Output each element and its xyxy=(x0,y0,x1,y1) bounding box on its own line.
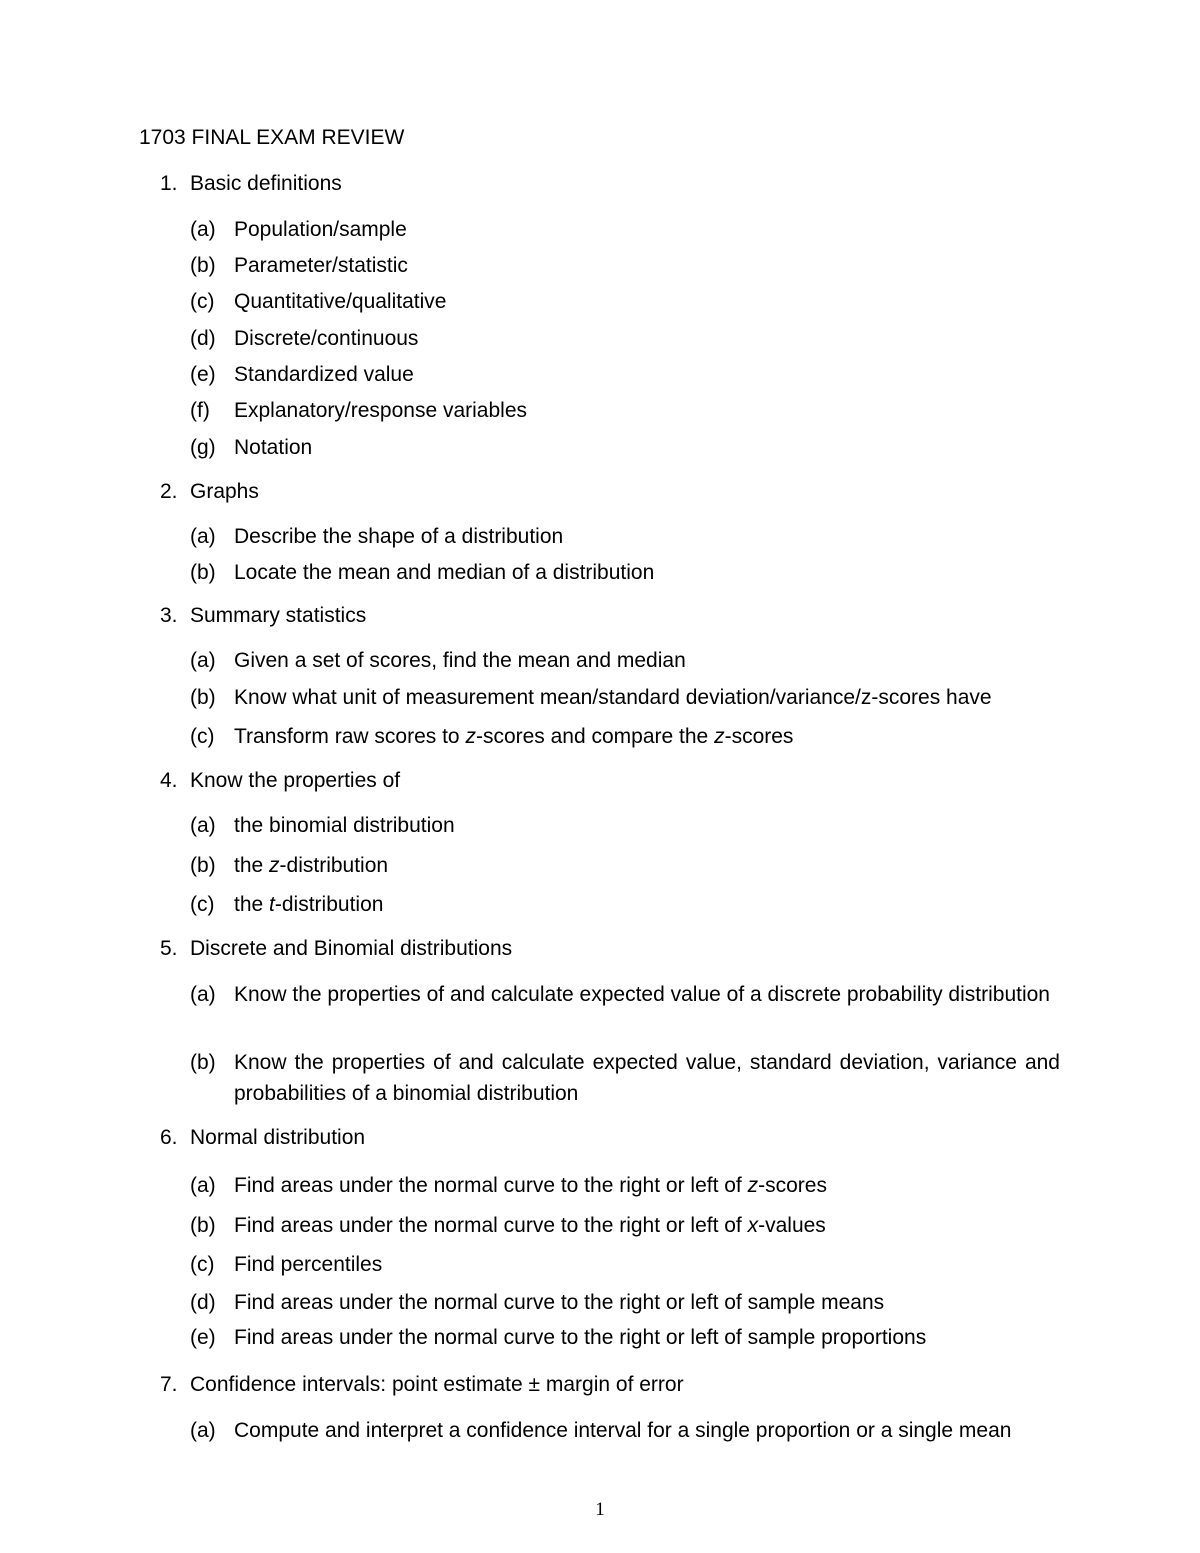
section-heading xyxy=(160,935,512,963)
list-item xyxy=(190,850,1060,881)
section-heading xyxy=(160,767,400,795)
item-text: Find areas under the normal curve to the right or left of x-values xyxy=(234,1214,826,1237)
item-label: (d) xyxy=(190,327,216,350)
item-text: Given a set of scores, find the mean and median xyxy=(234,649,686,672)
item-label: (e) xyxy=(190,363,216,386)
item-label: (d) xyxy=(190,1291,216,1314)
item-label: (a) xyxy=(190,649,216,672)
item-label: (c) xyxy=(190,290,215,313)
list-item xyxy=(190,810,1060,841)
section-heading xyxy=(160,602,366,630)
list-item xyxy=(190,1210,1060,1241)
item-label: (c) xyxy=(190,1253,215,1276)
item-text: Find areas under the normal curve to the right or left of sample proportions xyxy=(234,1326,927,1349)
item-label: (b) xyxy=(190,561,216,584)
section-heading xyxy=(160,1124,365,1152)
list-item xyxy=(190,979,1060,1010)
section-heading xyxy=(160,170,342,198)
item-text: Compute and interpret a confidence interval for a single proportion or a single mean xyxy=(234,1419,1012,1442)
item-text: Find percentiles xyxy=(234,1253,383,1276)
item-label: (a) xyxy=(190,525,216,548)
item-text: Know the properties of and calculate expected value of a discrete probability distribution xyxy=(234,983,1050,1006)
list-item xyxy=(190,1249,1060,1280)
item-label: (c) xyxy=(190,893,215,916)
item-text: the t-distribution xyxy=(234,893,384,916)
item-label: (a) xyxy=(190,983,216,1006)
list-item xyxy=(190,359,1060,390)
item-label: (b) xyxy=(190,1214,216,1237)
item-label: (f) xyxy=(190,399,210,422)
item-text: the binomial distribution xyxy=(234,814,455,837)
item-label: (a) xyxy=(190,814,216,837)
list-item xyxy=(190,1047,1060,1109)
item-label: (g) xyxy=(190,436,216,459)
item-label: (e) xyxy=(190,1326,216,1349)
item-text: Locate the mean and median of a distribution xyxy=(234,561,655,584)
list-item xyxy=(190,721,1060,752)
list-item xyxy=(190,214,1060,245)
item-text: Notation xyxy=(234,436,313,459)
section-title: Confidence intervals: point estimate ± margin of error xyxy=(190,1373,684,1396)
document-title: 1703 FINAL EXAM REVIEW xyxy=(139,126,405,149)
section-title: Summary statistics xyxy=(190,604,367,627)
list-item xyxy=(190,557,1060,588)
list-item xyxy=(190,521,1060,552)
list-item xyxy=(190,645,1060,676)
list-item xyxy=(190,1322,1060,1353)
section-heading xyxy=(160,1371,684,1399)
section-title: Graphs xyxy=(190,480,259,503)
section-number: 6. xyxy=(160,1126,178,1149)
section-title: Normal distribution xyxy=(190,1126,366,1149)
list-item xyxy=(190,432,1060,463)
section-title: Basic definitions xyxy=(190,172,342,195)
item-text: Know the properties of and calculate expected value, standard deviation, variance and probabilities of a binomial distribution xyxy=(234,1051,1060,1105)
item-label: (b) xyxy=(190,854,216,877)
item-text: the z-distribution xyxy=(234,854,389,877)
item-text: Standardized value xyxy=(234,363,414,386)
item-text: Quantitative/qualitative xyxy=(234,290,447,313)
list-item xyxy=(190,250,1060,281)
list-item xyxy=(190,323,1060,354)
list-item xyxy=(190,395,1060,426)
page-number: 1 xyxy=(595,1499,605,1520)
list-item xyxy=(190,1170,1060,1201)
item-text: Find areas under the normal curve to the right or left of z-scores xyxy=(234,1174,827,1197)
list-item xyxy=(190,286,1060,317)
section-title: Know the properties of xyxy=(190,769,401,792)
section-number: 1. xyxy=(160,172,178,195)
item-label: (c) xyxy=(190,725,215,748)
item-text: Discrete/continuous xyxy=(234,327,419,350)
list-item xyxy=(190,682,1060,713)
list-item xyxy=(190,1415,1060,1446)
item-text: Know what unit of measurement mean/standard deviation/variance/z-scores have xyxy=(234,686,992,709)
item-text: Transform raw scores to z-scores and compare the z-scores xyxy=(234,725,794,748)
item-label: (a) xyxy=(190,1174,216,1197)
item-label: (a) xyxy=(190,1419,216,1442)
section-number: 5. xyxy=(160,937,178,960)
item-text: Population/sample xyxy=(234,218,407,241)
item-label: (b) xyxy=(190,686,216,709)
item-text: Explanatory/response variables xyxy=(234,399,527,422)
list-item xyxy=(190,1287,1060,1318)
section-number: 3. xyxy=(160,604,178,627)
list-item xyxy=(190,889,1060,920)
section-heading xyxy=(160,478,259,506)
item-label: (a) xyxy=(190,218,216,241)
section-number: 4. xyxy=(160,769,178,792)
section-title: Discrete and Binomial distributions xyxy=(190,937,513,960)
item-text: Describe the shape of a distribution xyxy=(234,525,564,548)
section-number: 7. xyxy=(160,1373,178,1396)
section-number: 2. xyxy=(160,480,178,503)
item-text: Find areas under the normal curve to the right or left of sample means xyxy=(234,1291,885,1314)
item-text: Parameter/statistic xyxy=(234,254,408,277)
item-label: (b) xyxy=(190,254,216,277)
item-label: (b) xyxy=(190,1051,216,1074)
